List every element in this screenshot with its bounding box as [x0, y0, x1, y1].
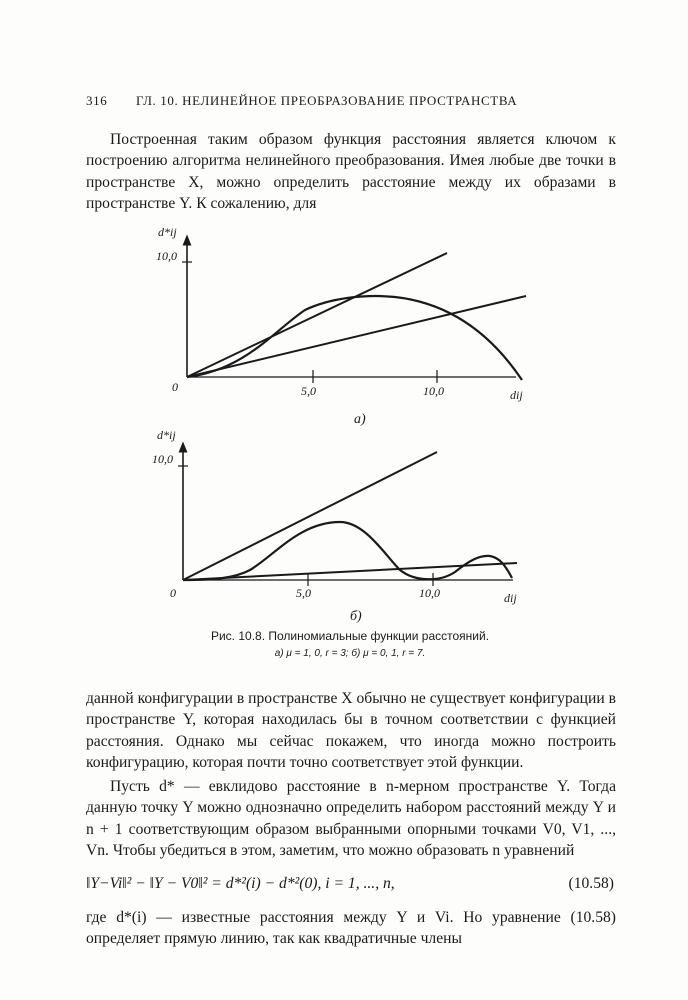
page-number: 316 [86, 93, 108, 108]
panel-b-x-tick-label-5: 5,0 [296, 586, 311, 600]
panel-b [178, 447, 517, 586]
running-title: ГЛ. 10. НЕЛИНЕЙНОЕ ПРЕОБРАЗОВАНИЕ ПРОСТРАНСТВА [136, 93, 518, 108]
panel-a-steep-line [187, 253, 447, 377]
panel-a-y-label: d*ij [158, 225, 177, 239]
paragraph-3 [86, 776, 616, 861]
paragraph-2-text: данной конфигурации в пространстве X обычно не существует конфигурации в пространстве Y, которая находилась бы в точном соответствии с функцией расстояния. Однако мы сейчас покажем, что иногда можно построить конфигурацию, которая почти точно соответствует этой функции. [86, 690, 616, 771]
panel-a-y-tick-label: 10,0 [156, 249, 177, 263]
panel-a-x-tick-label-10: 10,0 [423, 384, 444, 398]
equation-number: (10.58) [568, 875, 614, 892]
paragraph-4-text: где d*(i) — известные расстояния между Y и Vi. Но уравнение (10.58) определяет прямую линию, так как квадратичные члены [86, 909, 616, 948]
panel-a [182, 240, 526, 383]
equation-10-58 [86, 875, 614, 893]
caption-title: Рис. 10.8. Полиномиальные функции расстояний. [210, 629, 490, 643]
panel-a-x-tick-label-5: 5,0 [301, 384, 316, 398]
paragraph-1-text: Построенная таким образом функция расстояния является ключом к построению алгоритма нелинейного преобразования. Имея любые две точки в пространстве X, можно определить расстояние между их образами в пространстве Y. К сожалению, для [86, 131, 616, 212]
panel-b-y-tick-label: 10,0 [152, 452, 173, 466]
panel-b-label: б) [350, 609, 362, 624]
panel-a-x-label: dij [510, 388, 523, 402]
panel-a-label: а) [354, 412, 366, 427]
panel-b-origin-label: 0 [170, 586, 176, 600]
paragraph-4 [86, 907, 616, 950]
panel-b-y-label: d*ij [157, 428, 176, 442]
caption-params: а) μ = 1, 0, r = 3; б) μ = 0, 1, r = 7. [274, 648, 426, 659]
paragraph-2 [86, 688, 616, 773]
equation-formula: ‖Y−Vi‖² − ‖Y − V0‖² = d*²(i) − d*²(0), i = 1, ..., n, [86, 875, 395, 892]
panel-b-x-label: dij [504, 591, 517, 605]
panel-b-shallow-line [183, 563, 517, 580]
figure-caption [100, 629, 600, 659]
panel-a-origin-label: 0 [172, 380, 178, 394]
panel-b-steep-line [183, 452, 437, 580]
paragraph-3-text: Пусть d* — евклидово расстояние в n-мерном пространстве Y. Тогда данную точку Y можно однозначно определить набором расстояний между Y и n + 1 соответствующим образом выбранными опорными точками V0, V1, ..., Vn. Чтобы убедиться в этом, заметим, что можно образовать n уравнений [86, 778, 616, 859]
panel-a-shallow-line [187, 296, 526, 377]
panel-b-x-tick-label-10: 10,0 [419, 586, 440, 600]
